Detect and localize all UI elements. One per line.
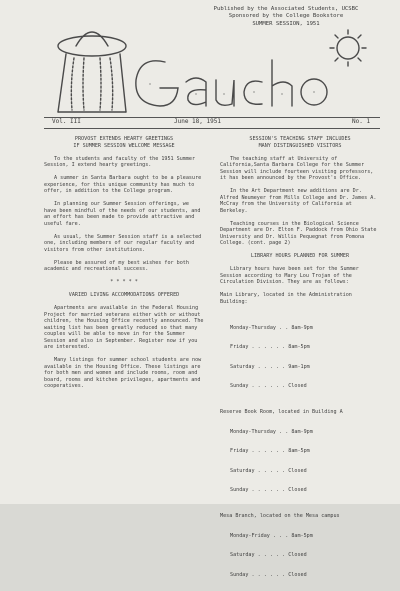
el-gaucho-logo [0,24,400,116]
right-column [220,136,380,591]
headline-housing: VARIED LIVING ACCOMMODATIONS OFFERED [44,292,204,299]
left-column [44,136,204,390]
paragraph: As usual, the Summer Session staff is a selected one, including members of our regular faculty and visitors from other institutions. [44,234,204,254]
headline-provost-1: PROVOST EXTENDS HEARTY GREETINGS [44,136,204,143]
paragraph: A summer in Santa Barbara ought to be a pleasure experience, for this unique community has much to offer, in addition to the College program. [44,175,204,195]
hours-row: Sunday . . . . . . Closed [230,572,380,579]
paragraph: Library hours have been set for the Summer Session according to Mary Lou Trojan of the Circulation Division. They are as follows: [220,266,380,286]
reserve-room-label: Reserve Book Room, located in Building A [220,409,380,416]
hours-row: Saturday . . . . . Closed [230,552,380,559]
main-library-hours [220,312,380,403]
issue-date: June 18, 1951 [174,118,221,126]
hours-row: Monday-Friday . . . 8am-5pm [230,533,380,540]
paragraph: Apartments are available in the Federal Housing Project for married veterans either with or without children, the Housing Office recently announced. The waiting list has been greatly reduced so that many couples will be able to move in for the Summer Session and also in September. Register now if you are interested. [44,305,204,351]
headline-library: LIBRARY HOURS PLANNED FOR SUMMER [220,253,380,260]
headline-staff-2: MANY DISTINGUISHED VISITORS [220,143,380,150]
hours-row: Monday-Thursday . . 8am-9pm [230,429,380,436]
paragraph: Teaching courses in the Biological Science Department are Dr. Elton F. Paddock from Ohio State University and Dr. Willis Pequegnat from Pomona College. (cont. page 2) [220,221,380,247]
published-by: Published by the Associated Students, UCSBC [186,6,386,13]
hours-row: Monday-Thursday . . 8am-9pm [230,325,380,332]
hours-row: Sunday . . . . . . Closed [230,383,380,390]
session-line: SUMMER SESSION, 1951 [186,21,386,28]
sponsored-by: Sponsored by the College Bookstore [186,13,386,20]
bottom-rule [44,128,380,129]
paragraph: The teaching staff at University of California,Santa Barbara College for the Summer Session will include fourteen visiting professors, it has been announced by the Provost's Office. [220,156,380,182]
mesa-branch-label: Mesa Branch, located on the Mesa campus [220,513,380,520]
paragraph: In the Art Department new additions are Dr. Alfred Neumeyer from Mills College and Dr. James A. McCray from the University of California at Berkeley. [220,188,380,214]
hours-row: Friday . . . . . . 8am-5pm [230,448,380,455]
reserve-room-hours [220,416,380,507]
stars-divider: * * * * * [44,279,204,286]
paragraph: Please be assured of my best wishes for both academic and recreational success. [44,260,204,273]
hours-row: Friday . . . . . . 8am-5pm [230,344,380,351]
paragraph: To the students and faculty of the 1951 Summer Session, I extend hearty greetings. [44,156,204,169]
main-library-label: Main Library, located in the Administration Building: [220,292,380,305]
headline-staff-1: SESSION'S TEACHING STAFF INCLUDES [220,136,380,143]
volume: Vol. III [52,118,81,126]
paragraph: In planning our Summer Session offerings, we have been mindful of the needs of our students, and an effort has been made to provide attractive and useful fare. [44,201,204,227]
headline-provost-2: IF SUMMER SESSION WELCOME MESSAGE [44,143,204,150]
paragraph: Many listings for summer school students are now available in the Housing Office. These listings are for both men and women and include rooms, room and board, rooms and kitchen privileges, apartments and cooperatives. [44,357,204,390]
hours-row: Sunday . . . . . . Closed [230,487,380,494]
hours-row: Saturday . . . . . 9am-1pm [230,364,380,371]
mesa-branch-hours [220,520,380,591]
hours-row: Saturday . . . . . Closed [230,468,380,475]
issue-number: No. 1 [352,118,370,126]
